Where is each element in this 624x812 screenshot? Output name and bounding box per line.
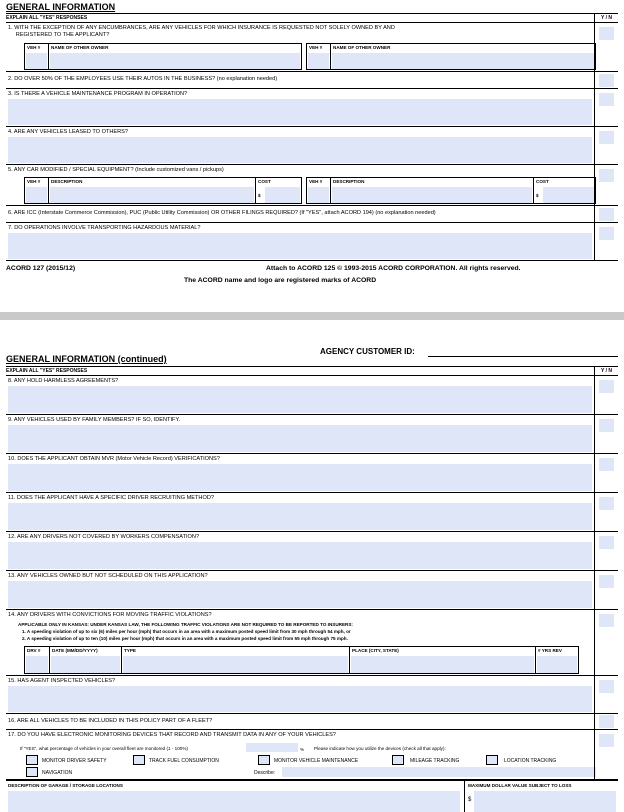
other-owner-table-right — [306, 43, 596, 70]
yrs-rev-field[interactable] — [537, 656, 577, 673]
percent-field[interactable] — [246, 743, 298, 752]
question-3 — [6, 89, 618, 127]
percent-question: If "YES", what percentage of vehicles in your overall fleet are monitored (1 - 100%) — [20, 746, 188, 751]
yn-field[interactable] — [599, 614, 614, 627]
yn-field[interactable] — [599, 93, 614, 106]
question-15 — [6, 676, 618, 714]
veh-field[interactable] — [26, 53, 47, 69]
question-13-text: 13. ANY VEHICLES OWNED BUT NOT SCHEDULED ON THIS APPLICATION? — [8, 573, 208, 579]
question-11 — [6, 493, 618, 532]
other-owner-table-left — [24, 43, 302, 70]
max-value-label: MAXIMUM DOLLAR VALUE SUBJECT TO LOSS — [468, 783, 572, 788]
describe-field[interactable] — [282, 767, 596, 777]
question-17 — [6, 730, 618, 780]
max-value-field[interactable] — [474, 791, 616, 812]
cost-field[interactable] — [265, 187, 300, 203]
yn-field[interactable] — [599, 536, 614, 549]
date-label: DATE (MM/DD/YYYY) — [52, 648, 98, 653]
answer-field[interactable] — [8, 464, 592, 491]
monitor-driver-safety-checkbox[interactable] — [26, 755, 38, 765]
description-label: DESCRIPTION — [51, 179, 83, 184]
place-label: PLACE (CITY, STATE) — [352, 648, 399, 653]
question-10 — [6, 454, 618, 493]
question-4 — [6, 127, 618, 165]
veh-label: VEH # — [309, 179, 323, 184]
question-6-text: 6. ARE ICC (Interstate Commerce Commission), PUC (Public Utility Commission) OR OTHER FILINGS REQUIRED? (If "YES", attach ACORD 194) (no explanation needed) — [8, 210, 436, 216]
dollar-sign: $ — [536, 193, 539, 198]
question-15-text: 15. HAS AGENT INSPECTED VEHICLES? — [8, 678, 116, 684]
other-owner-field[interactable] — [50, 53, 300, 69]
question-5-text: 5. ANY CAR MODIFIED / SPECIAL EQUIPMENT? (Include customized vans / pickups) — [8, 167, 224, 173]
location-tracking-checkbox[interactable] — [486, 755, 498, 765]
garage-row — [6, 780, 618, 812]
question-4-text: 4. ARE ANY VEHICLES LEASED TO OTHERS? — [8, 129, 129, 135]
navigation-checkbox[interactable] — [26, 767, 38, 777]
trademark-note: The ACORD name and logo are registered marks of ACORD — [184, 277, 377, 284]
monitor-vehicle-maintenance-checkbox[interactable] — [258, 755, 270, 765]
question-13 — [6, 571, 618, 610]
yn-field[interactable] — [599, 169, 614, 182]
kansas-note-2: 2. A speeding violation of up to ten (10) miles per hour (mph) that occurs in an area with a maximum posted speed limit from 55 mph through 75 mph. — [22, 636, 348, 641]
percent-sign: % — [300, 747, 305, 752]
page-divider — [0, 312, 624, 320]
question-14 — [6, 610, 618, 676]
section-title: GENERAL INFORMATION — [6, 2, 116, 12]
question-12-text: 12. ARE ANY DRIVERS NOT COVERED BY WORKERS COMPENSATION? — [8, 534, 200, 540]
question-9 — [6, 415, 618, 454]
question-7-text: 7. DO OPERATIONS INVOLVE TRANSPORTING HAZARDOUS MATERIAL? — [8, 225, 201, 231]
answer-field[interactable] — [8, 137, 592, 163]
veh-field[interactable] — [308, 187, 329, 203]
form-id: ACORD 127 (2015/12) — [6, 265, 76, 272]
dollar-sign: $ — [258, 193, 261, 198]
drv-label: DRV # — [27, 648, 41, 653]
agency-customer-id-field[interactable] — [428, 356, 618, 357]
question-2 — [6, 72, 618, 89]
question-6 — [6, 206, 618, 223]
yn-field[interactable] — [599, 27, 614, 40]
section-title: GENERAL INFORMATION (continued) — [6, 354, 167, 364]
explain-header — [6, 13, 618, 23]
veh-label: VEH # — [309, 45, 323, 50]
question-5 — [6, 165, 618, 206]
track-fuel-consumption-checkbox[interactable] — [133, 755, 145, 765]
question-8-text: 8. ANY HOLD HARMLESS AGREEMENTS? — [8, 378, 119, 384]
description-field[interactable] — [50, 187, 254, 203]
option-label: MONITOR VEHICLE MAINTENANCE — [274, 758, 359, 764]
agency-customer-id-label: AGENCY CUSTOMER ID: — [320, 347, 415, 356]
yrs-rev-label: # YRS REV — [538, 648, 562, 653]
explain-label: EXPLAIN ALL "YES" RESPONSES — [6, 15, 88, 21]
answer-field[interactable] — [8, 581, 592, 608]
yn-header: Y / N — [594, 14, 618, 23]
yn-field[interactable] — [599, 74, 614, 87]
type-label: TYPE — [124, 648, 136, 653]
question-8 — [6, 376, 618, 415]
answer-field[interactable] — [8, 542, 592, 569]
yn-field[interactable] — [599, 734, 614, 747]
garage-field[interactable] — [8, 791, 460, 812]
option-label: NAVIGATION — [42, 770, 73, 776]
dollar-sign: $ — [468, 797, 472, 803]
yn-field[interactable] — [599, 131, 614, 144]
option-label: TRACK FUEL CONSUMPTION — [149, 758, 219, 764]
mileage-tracking-checkbox[interactable] — [392, 755, 404, 765]
answer-field[interactable] — [8, 425, 592, 452]
explain-header — [6, 366, 618, 376]
type-field[interactable] — [123, 656, 348, 673]
question-1 — [6, 23, 618, 72]
place-field[interactable] — [351, 656, 534, 673]
question-16-text: 16. ARE ALL VEHICLES TO BE INCLUDED IN THIS POLICY PART OF A FLEET? — [8, 718, 213, 724]
question-14-text: 14. ANY DRIVERS WITH CONVICTIONS FOR MOVING TRAFFIC VIOLATIONS? — [8, 612, 212, 618]
question-1-text: 1. WITH THE EXCEPTION OF ANY ENCUMBRANCES, ARE ANY VEHICLES FOR WHICH INSURANCE IS REQUESTED NOT SOLELY OWNED BY AND REGISTERED TO THE APPLICANT? — [8, 25, 395, 38]
veh-label: VEH # — [27, 45, 41, 50]
veh-field[interactable] — [26, 187, 47, 203]
garage-label: DESCRIPTION OF GARAGE / STORAGE LOCATIONS — [8, 783, 123, 788]
yn-field[interactable] — [599, 208, 614, 221]
answer-field[interactable] — [8, 99, 592, 125]
question-17-text: 17. DO YOU HAVE ELECTRONIC MONITORING DEVICES THAT RECORD AND TRANSMIT DATA IN ANY OF YOUR VEHICLES? — [8, 732, 336, 738]
veh-label: VEH # — [27, 179, 41, 184]
equipment-table-left — [24, 177, 302, 204]
question-12 — [6, 532, 618, 571]
description-label: DESCRIPTION — [333, 179, 365, 184]
drv-field[interactable] — [26, 656, 48, 673]
yn-field[interactable] — [599, 227, 614, 240]
question-16 — [6, 714, 618, 730]
other-owner-field[interactable] — [332, 53, 594, 69]
yn-field[interactable] — [599, 458, 614, 471]
kansas-note-1: 1. A speeding violation of up to six (6) miles per hour (mph) that occurs in an area with a maximum posted speed limit from 30 mph through 54 mph, or — [22, 629, 351, 634]
answer-field[interactable] — [8, 686, 592, 712]
yn-field[interactable] — [599, 575, 614, 588]
other-owner-label: NAME OF OTHER OWNER — [333, 45, 391, 50]
cost-field[interactable] — [543, 187, 594, 203]
option-label: MILEAGE TRACKING — [410, 758, 460, 764]
question-3-text: 3. IS THERE A VEHICLE MAINTENANCE PROGRAM IN OPERATION? — [8, 91, 188, 97]
cost-label: COST — [536, 179, 549, 184]
date-field[interactable] — [51, 656, 120, 673]
veh-field[interactable] — [308, 53, 329, 69]
description-field[interactable] — [332, 187, 532, 203]
answer-field[interactable] — [8, 233, 592, 259]
yn-field[interactable] — [599, 419, 614, 432]
option-label: MONITOR DRIVER SAFETY — [42, 758, 107, 764]
yn-field[interactable] — [599, 715, 614, 728]
usage-question: Please indicate how you utilize the devices (check all that apply): — [314, 746, 446, 751]
describe-label: Describe: — [254, 770, 276, 776]
copyright: Attach to ACORD 125 © 1993-2015 ACORD CORPORATION. All rights reserved. — [266, 265, 521, 272]
kansas-note: APPLICABLE ONLY IN KANSAS: UNDER KANSAS LAW, THE FOLLOWING TRAFFIC VIOLATIONS ARE NOT REQUIRED TO BE REPORTED TO INSURERS: — [18, 622, 353, 627]
other-owner-label: NAME OF OTHER OWNER — [51, 45, 109, 50]
question-7 — [6, 223, 618, 261]
question-10-text: 10. DOES THE APPLICANT OBTAIN MVR (Motor Vehicle Record) VERIFICATIONS? — [8, 456, 220, 462]
equipment-table-right — [306, 177, 596, 204]
yn-field[interactable] — [599, 680, 614, 693]
option-label: LOCATION TRACKING — [504, 758, 557, 764]
question-2-text: 2. DO OVER 50% OF THE EMPLOYEES USE THEIR AUTOS IN THE BUSINESS? (no explanation needed) — [8, 76, 278, 82]
yn-header: Y / N — [594, 367, 618, 376]
answer-field[interactable] — [8, 386, 592, 413]
cost-label: COST — [258, 179, 271, 184]
question-11-text: 11. DOES THE APPLICANT HAVE A SPECIFIC DRIVER RECRUITING METHOD? — [8, 495, 214, 501]
violations-table — [24, 646, 579, 674]
explain-label: EXPLAIN ALL "YES" RESPONSES — [6, 368, 88, 374]
yn-field[interactable] — [599, 380, 614, 393]
question-9-text: 9. ANY VEHICLES USED BY FAMILY MEMBERS? IF SO, IDENTIFY. — [8, 417, 181, 423]
answer-field[interactable] — [8, 503, 592, 530]
yn-field[interactable] — [599, 497, 614, 510]
